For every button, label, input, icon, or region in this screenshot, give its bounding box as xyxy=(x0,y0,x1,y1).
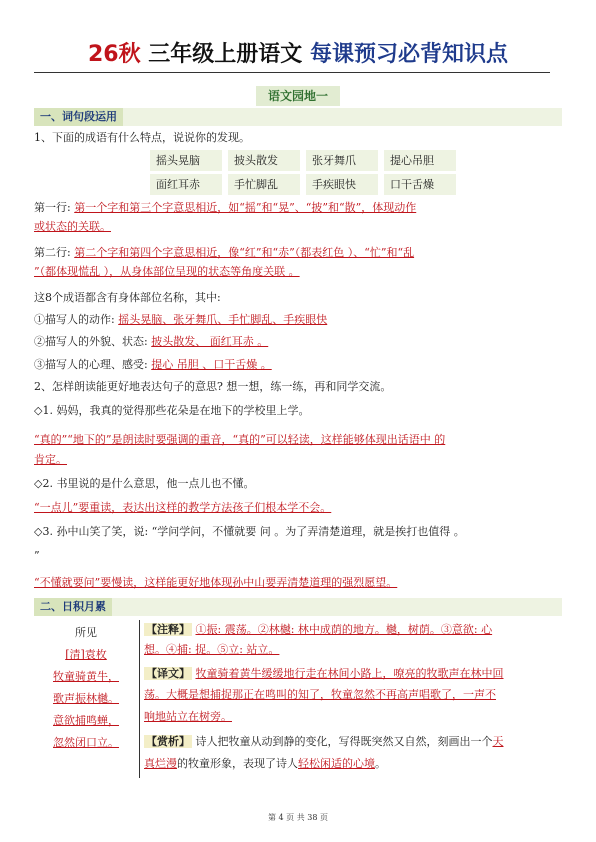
title-part3: 每课预习必背知识点 xyxy=(309,42,508,67)
page-footer: 第 4 页 共 38 页 xyxy=(268,813,328,822)
poem-line: 意欲捕鸣蝉， xyxy=(53,714,119,727)
row2-answer-cont: ”（都体现慌乱 ），从身体部位呈现的状态等角度关联 。 xyxy=(34,265,300,278)
row1-answer: 第一个字和第三个字意思相近，如“摇”和“晃”、“披”和“散”，体现动作 xyxy=(74,201,417,214)
poem-divider xyxy=(139,620,140,778)
appreciation-highlight: 轻松闲适的心境 xyxy=(298,757,375,770)
mind-line xyxy=(34,357,272,373)
poem-line: 牧童骑黄牛， xyxy=(53,670,119,683)
poem-author: [清]袁枚 xyxy=(65,648,107,661)
title-underline xyxy=(34,72,550,73)
section1-title: 一、词句段运用 xyxy=(34,108,123,126)
translation-text: 牧童骑着黄牛缓缓地行走在林间小路上，嘹亮的牧歌声在林中回 xyxy=(195,667,504,680)
appreciation-tag: 【赏析】 xyxy=(146,735,190,748)
appreciation-highlight: 天 xyxy=(492,735,504,748)
poem-title: 所见 xyxy=(75,626,97,639)
title-part1: 26秋 xyxy=(88,42,141,67)
idiom-cell: 披头散发 xyxy=(228,150,300,171)
sentence-2-answer: “一点儿”要重读，表达出这样的教学方法孩子们根本学不会。 xyxy=(34,501,332,514)
idiom-cell: 张牙舞爪 xyxy=(306,150,378,171)
notes-line xyxy=(144,622,492,638)
poem xyxy=(34,622,138,754)
mind-label: ③描写人的心理、感受: xyxy=(34,358,148,371)
mind-answer: 提心 吊胆 、口干舌燥 。 xyxy=(151,358,272,371)
row1-explanation xyxy=(34,200,416,216)
question-2: 2、怎样朗读能更好地表达句子的意思? 想一想，练一练，再和同学交流。 xyxy=(34,380,392,393)
note-tag: 【注释】 xyxy=(146,623,190,636)
sentence-2: ◇2. 书里说的是什么意思，他一点儿也不懂。 xyxy=(34,477,255,490)
poem-line: 歌声振林樾。 xyxy=(53,692,119,705)
appreciation-text: 诗人把牧童从动到静的变化，写得既突然又自然，刻画出一个 xyxy=(195,735,493,748)
translation-tag: 【译文】 xyxy=(146,667,190,680)
sentence-1-answer: “真的”“地下的”是朗读时要强调的重音，“真的”可以轻读，这样能够体现出话语中 的 xyxy=(34,433,446,446)
section2-bar xyxy=(34,598,562,616)
idiom-cell: 口干舌燥 xyxy=(384,174,456,195)
row1-label: 第一行: xyxy=(34,201,71,214)
sentence-1-answer-cont: 肯定。 xyxy=(34,453,67,466)
idiom-cell: 手忙脚乱 xyxy=(228,174,300,195)
notes-line-cont: 想。④捕: 捉。⑤立: 站立。 xyxy=(144,643,280,656)
appreciation-text: 的牧童形象，表现了诗人 xyxy=(177,757,298,770)
look-label: ②描写人的外貌、状态: xyxy=(34,335,148,348)
body-parts-intro: 这8个成语都含有身体部位名称，其中: xyxy=(34,291,221,304)
idiom-cell: 手疾眼快 xyxy=(306,174,378,195)
idiom-cell: 面红耳赤 xyxy=(150,174,222,195)
appreciation-text: 。 xyxy=(375,757,386,770)
action-line xyxy=(34,312,327,328)
sentence-3-cont: ” xyxy=(34,549,40,562)
sentence-1: ◇1. 妈妈，我真的觉得那些花朵是在地下的学校里上学。 xyxy=(34,404,310,417)
row2-answer: 第二个字和第四个字意思相近，像“红”和“赤”（都表红色 ）、“忙”和“乱 xyxy=(74,246,415,259)
action-answer: 摇头晃脑、张牙舞爪、手忙脚乱、手疾眼快 xyxy=(118,313,328,326)
title-part2: 三年级上册语文 xyxy=(148,42,303,67)
lesson-title: 语文园地一 xyxy=(267,89,328,103)
translation-line-cont: 荡。大概是想捕捉那正在鸣叫的知了，牧童忽然不再高声唱歌了，一声不 xyxy=(144,688,496,701)
look-answer: 披头散发、 面红耳赤 。 xyxy=(151,335,269,348)
row2-explanation xyxy=(34,245,414,261)
note-text: ①振: 震荡。②林樾: 林中成荫的地方。樾，树荫。③意欲: 心 xyxy=(195,623,493,636)
appreciation-highlight: 真烂漫 xyxy=(144,757,177,770)
question-1: 1、下面的成语有什么特点，说说你的发现。 xyxy=(34,131,250,144)
translation-line-cont2: 响地站立在树旁。 xyxy=(144,710,232,723)
idiom-cell: 摇头晃脑 xyxy=(150,150,222,171)
action-label: ①描写人的动作: xyxy=(34,313,115,326)
row2-label: 第二行: xyxy=(34,246,71,259)
idiom-cell: 提心吊胆 xyxy=(384,150,456,171)
translation-line xyxy=(144,666,504,682)
sentence-3-answer: “不懂就要问”要慢读，这样能更好地体现孙中山要弄清楚道理的强烈愿望。 xyxy=(34,576,398,589)
sentence-3: ◇3. 孙中山笑了笑，说: “学问学问，不懂就要 问 。为了弄清楚道理，就是挨打也值得 。 xyxy=(34,525,465,538)
page-title xyxy=(0,40,596,70)
row1-answer-cont: 或状态的关联。 xyxy=(34,220,111,233)
look-line xyxy=(34,334,268,350)
section2-title: 二、日积月累 xyxy=(34,598,112,616)
appreciation-line-cont xyxy=(144,756,386,772)
poem-line: 忽然闭口立。 xyxy=(53,736,119,749)
appreciation-line xyxy=(144,734,504,750)
